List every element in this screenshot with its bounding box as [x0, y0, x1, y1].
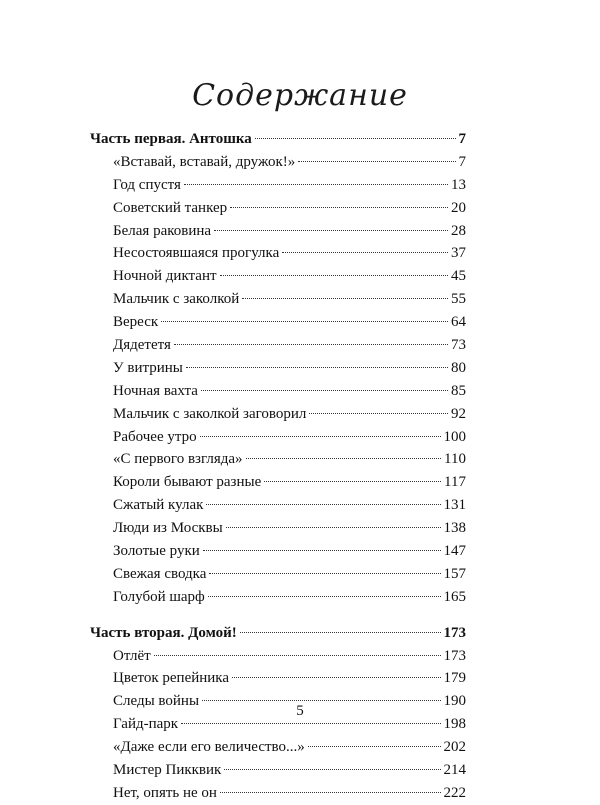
part-title: Часть вторая. Домой!: [90, 624, 237, 641]
page-ref: 85: [451, 382, 466, 399]
chapter-title: Дядететя: [113, 337, 171, 354]
dot-leader: [154, 655, 441, 656]
page-ref: 13: [451, 176, 466, 193]
page-ref: 73: [451, 337, 466, 354]
chapter-title: Свежая сводка: [113, 565, 207, 582]
toc-entry: [90, 517, 466, 540]
chapter-title: Люди из Москвы: [113, 520, 223, 537]
part-title: Часть первая. Антошка: [90, 131, 252, 147]
chapter-title: Несостоявшаяся прогулка: [113, 245, 280, 262]
page-ref: 7: [458, 153, 466, 170]
toc-entry: [90, 782, 466, 805]
chapter-title: Белая раковина: [113, 222, 212, 239]
toc-entry: [90, 174, 466, 197]
toc-entry: [90, 151, 466, 174]
page-ref: 165: [443, 588, 466, 605]
chapter-title: Нет, опять не он: [113, 784, 217, 801]
page-ref: 173: [443, 647, 466, 664]
dot-leader: [282, 252, 448, 253]
dot-leader: [201, 390, 448, 391]
dot-leader: [208, 596, 441, 597]
toc-entry: [90, 448, 466, 471]
toc-entry: [90, 540, 466, 563]
dot-leader: [309, 413, 448, 414]
page-ref: 179: [443, 670, 466, 687]
dot-leader: [255, 138, 456, 139]
toc-entry: [90, 380, 466, 403]
dot-leader: [186, 367, 448, 368]
chapter-title: Гайд-парк: [113, 716, 179, 733]
chapter-title: Отлёт: [113, 647, 151, 664]
dot-leader: [246, 458, 442, 459]
dot-leader: [161, 321, 448, 322]
toc-entry: [90, 645, 466, 668]
chapter-title: Вереск: [113, 314, 159, 331]
page-ref: 45: [451, 268, 466, 285]
chapter-title: Следы войны: [113, 693, 200, 710]
dot-leader: [264, 481, 441, 482]
toc-entry: [90, 426, 466, 449]
page-ref: 100: [443, 428, 466, 445]
page-ref: 92: [451, 405, 466, 422]
page-ref: 55: [451, 291, 466, 308]
toc-entry: [90, 759, 466, 782]
dot-leader: [224, 769, 440, 770]
chapter-title: Голубой шарф: [113, 588, 205, 605]
page-ref: 214: [443, 762, 466, 779]
chapter-title: Мистер Пикквик: [113, 762, 222, 779]
dot-leader: [209, 573, 440, 574]
part-heading-2: [90, 622, 466, 645]
dot-leader: [232, 677, 440, 678]
toc-entry: [90, 494, 466, 517]
chapter-title: Советский танкер: [113, 199, 228, 216]
toc-part-1: [90, 128, 466, 609]
page-ref: 190: [443, 693, 466, 710]
page-ref: 7: [458, 131, 466, 147]
dot-leader: [220, 792, 441, 793]
dot-leader: [298, 161, 455, 162]
page-ref: 117: [444, 474, 466, 491]
toc-entry: [90, 334, 466, 357]
dot-leader: [230, 207, 448, 208]
chapter-title: Мальчик с заколкой: [113, 291, 240, 308]
toc-entry: [90, 403, 466, 426]
chapter-title: «Даже если его величество...»: [113, 739, 305, 756]
dot-leader: [174, 344, 448, 345]
toc-entry: [90, 357, 466, 380]
toc-entry: [90, 265, 466, 288]
part-heading-1: [90, 128, 466, 151]
chapter-title: Ночная вахта: [113, 382, 198, 399]
toc-entry: [90, 471, 466, 494]
page-title: Содержание: [192, 78, 408, 113]
page-ref: 37: [451, 245, 466, 262]
page-ref: 64: [451, 314, 466, 331]
dot-leader: [200, 436, 441, 437]
toc-entry: [90, 197, 466, 220]
chapter-title: У витрины: [113, 359, 183, 376]
dot-leader: [308, 746, 441, 747]
chapter-title: Цветок репейника: [113, 670, 230, 687]
dot-leader: [242, 298, 448, 299]
toc-entry: [90, 242, 466, 265]
page-ref: 202: [443, 739, 466, 756]
page-ref: 131: [443, 497, 466, 514]
dot-leader: [240, 632, 441, 633]
chapter-title: Сжатый кулак: [113, 497, 204, 514]
page-ref: 157: [443, 565, 466, 582]
toc-entry: [90, 563, 466, 586]
dot-leader: [202, 700, 440, 701]
chapter-title: Золотые руки: [113, 543, 200, 560]
page-ref: 198: [443, 716, 466, 733]
toc-entry: [90, 667, 466, 690]
dot-leader: [203, 550, 441, 551]
toc-entry: [90, 220, 466, 243]
chapter-title: Ночной диктант: [113, 268, 217, 285]
page-ref: 28: [451, 222, 466, 239]
chapter-title: «Вставай, вставай, дружок!»: [113, 153, 296, 170]
page-ref: 222: [443, 784, 466, 801]
chapter-title: Мальчик с заколкой заговорил: [113, 405, 307, 422]
page-ref: 173: [443, 624, 466, 641]
page-ref: 110: [444, 451, 466, 468]
page-number: 5: [296, 703, 304, 719]
dot-leader: [226, 527, 441, 528]
chapter-title: Короли бывают разные: [113, 474, 262, 491]
chapter-title: Рабочее утро: [113, 428, 197, 445]
chapter-title: «С первого взгляда»: [113, 451, 243, 468]
toc-entry: [90, 288, 466, 311]
dot-leader: [220, 275, 448, 276]
page-ref: 80: [451, 359, 466, 376]
toc-entry: [90, 586, 466, 609]
dot-leader: [184, 184, 448, 185]
dot-leader: [214, 230, 448, 231]
page-ref: 147: [443, 543, 466, 560]
page-ref: 138: [443, 520, 466, 537]
toc-entry: [90, 311, 466, 334]
chapter-title: Год спустя: [113, 176, 181, 193]
dot-leader: [181, 723, 440, 724]
page-ref: 20: [451, 199, 466, 216]
toc-entry: [90, 736, 466, 759]
dot-leader: [206, 504, 440, 505]
